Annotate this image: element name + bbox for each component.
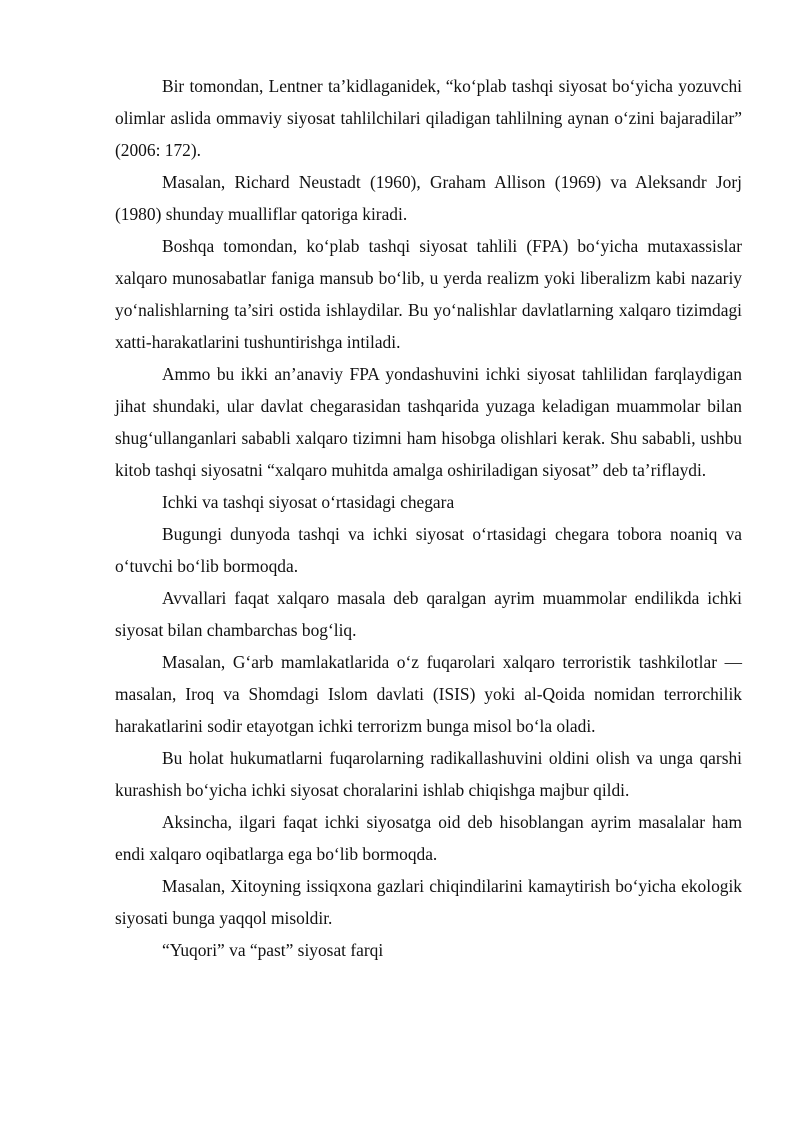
paragraph-10: Masalan, Xitoyning issiqxona gazlari chiqindilarini kamaytirish bo‘yicha ekologik siyosati bunga yaqqol misoldir. <box>115 876 742 928</box>
section-heading-border: Ichki va tashqi siyosat o‘rtasidagi chegara <box>162 492 455 512</box>
paragraph-5: Bugungi dunyoda tashqi va ichki siyosat o‘rtasidagi chegara tobora noaniq va o‘tuvchi bo‘lib bormoqda. <box>115 524 742 576</box>
document-page <box>115 70 742 966</box>
paragraph-7: Masalan, G‘arb mamlakatlarida o‘z fuqarolari xalqaro terroristik tashkilotlar — masalan, Iroq va Shomdagi Islom davlati (ISIS) yoki al-Qoida nomidan terrorchilik harakatlarini sodir etayotgan ichki terrorizm bunga misol bo‘la oladi. <box>115 652 742 736</box>
paragraph-3: Boshqa tomondan, ko‘plab tashqi siyosat tahlili (FPA) bo‘yicha mutaxassislar xalqaro munosabatlar faniga mansub bo‘lib, u yerda realizm yoki liberalizm kabi nazariy yo‘nalishlarning ta’siri ostida ishlaydilar. Bu yo‘nalishlar davlatlarning xalqaro tizimdagi xatti-harakatlarini tushuntirishga intiladi. <box>115 236 742 352</box>
paragraph-9: Aksincha, ilgari faqat ichki siyosatga oid deb hisoblangan ayrim masalalar ham endi xalqaro oqibatlarga ega bo‘lib bormoqda. <box>115 812 742 864</box>
paragraph-2: Masalan, Richard Neustadt (1960), Graham Allison (1969) va Aleksandr Jorj (1980) shunday mualliflar qatoriga kiradi. <box>115 172 742 224</box>
paragraph-1: Bir tomondan, Lentner ta’kidlaganidek, “ko‘plab tashqi siyosat bo‘yicha yozuvchi olimlar aslida ommaviy siyosat tahlilchilari qiladigan tahlilning aynan o‘zini bajaradilar” (2006: 172). <box>115 76 742 160</box>
paragraph-4: Ammo bu ikki an’anaviy FPA yondashuvini ichki siyosat tahlilidan farqlaydigan jihat shundaki, ular davlat chegarasidan tashqarida yuzaga keladigan muammolar bilan shug‘ullanganlari sababli xalqaro tizimni ham hisobga olishlari kerak. Shu sababli, ushbu kitob tashqi siyosatni “xalqaro muhitda amalga oshiriladigan siyosat” deb ta’riflaydi. <box>115 364 742 480</box>
section-heading-high-low-politics: “Yuqori” va “past” siyosat farqi <box>162 940 384 960</box>
paragraph-8: Bu holat hukumatlarni fuqarolarning radikallashuvini oldini olish va unga qarshi kurashish bo‘yicha ichki siyosat choralarini ishlab chiqishga majbur qildi. <box>115 748 742 800</box>
paragraph-6: Avvallari faqat xalqaro masala deb qaralgan ayrim muammolar endilikda ichki siyosat bilan chambarchas bog‘liq. <box>115 588 742 640</box>
